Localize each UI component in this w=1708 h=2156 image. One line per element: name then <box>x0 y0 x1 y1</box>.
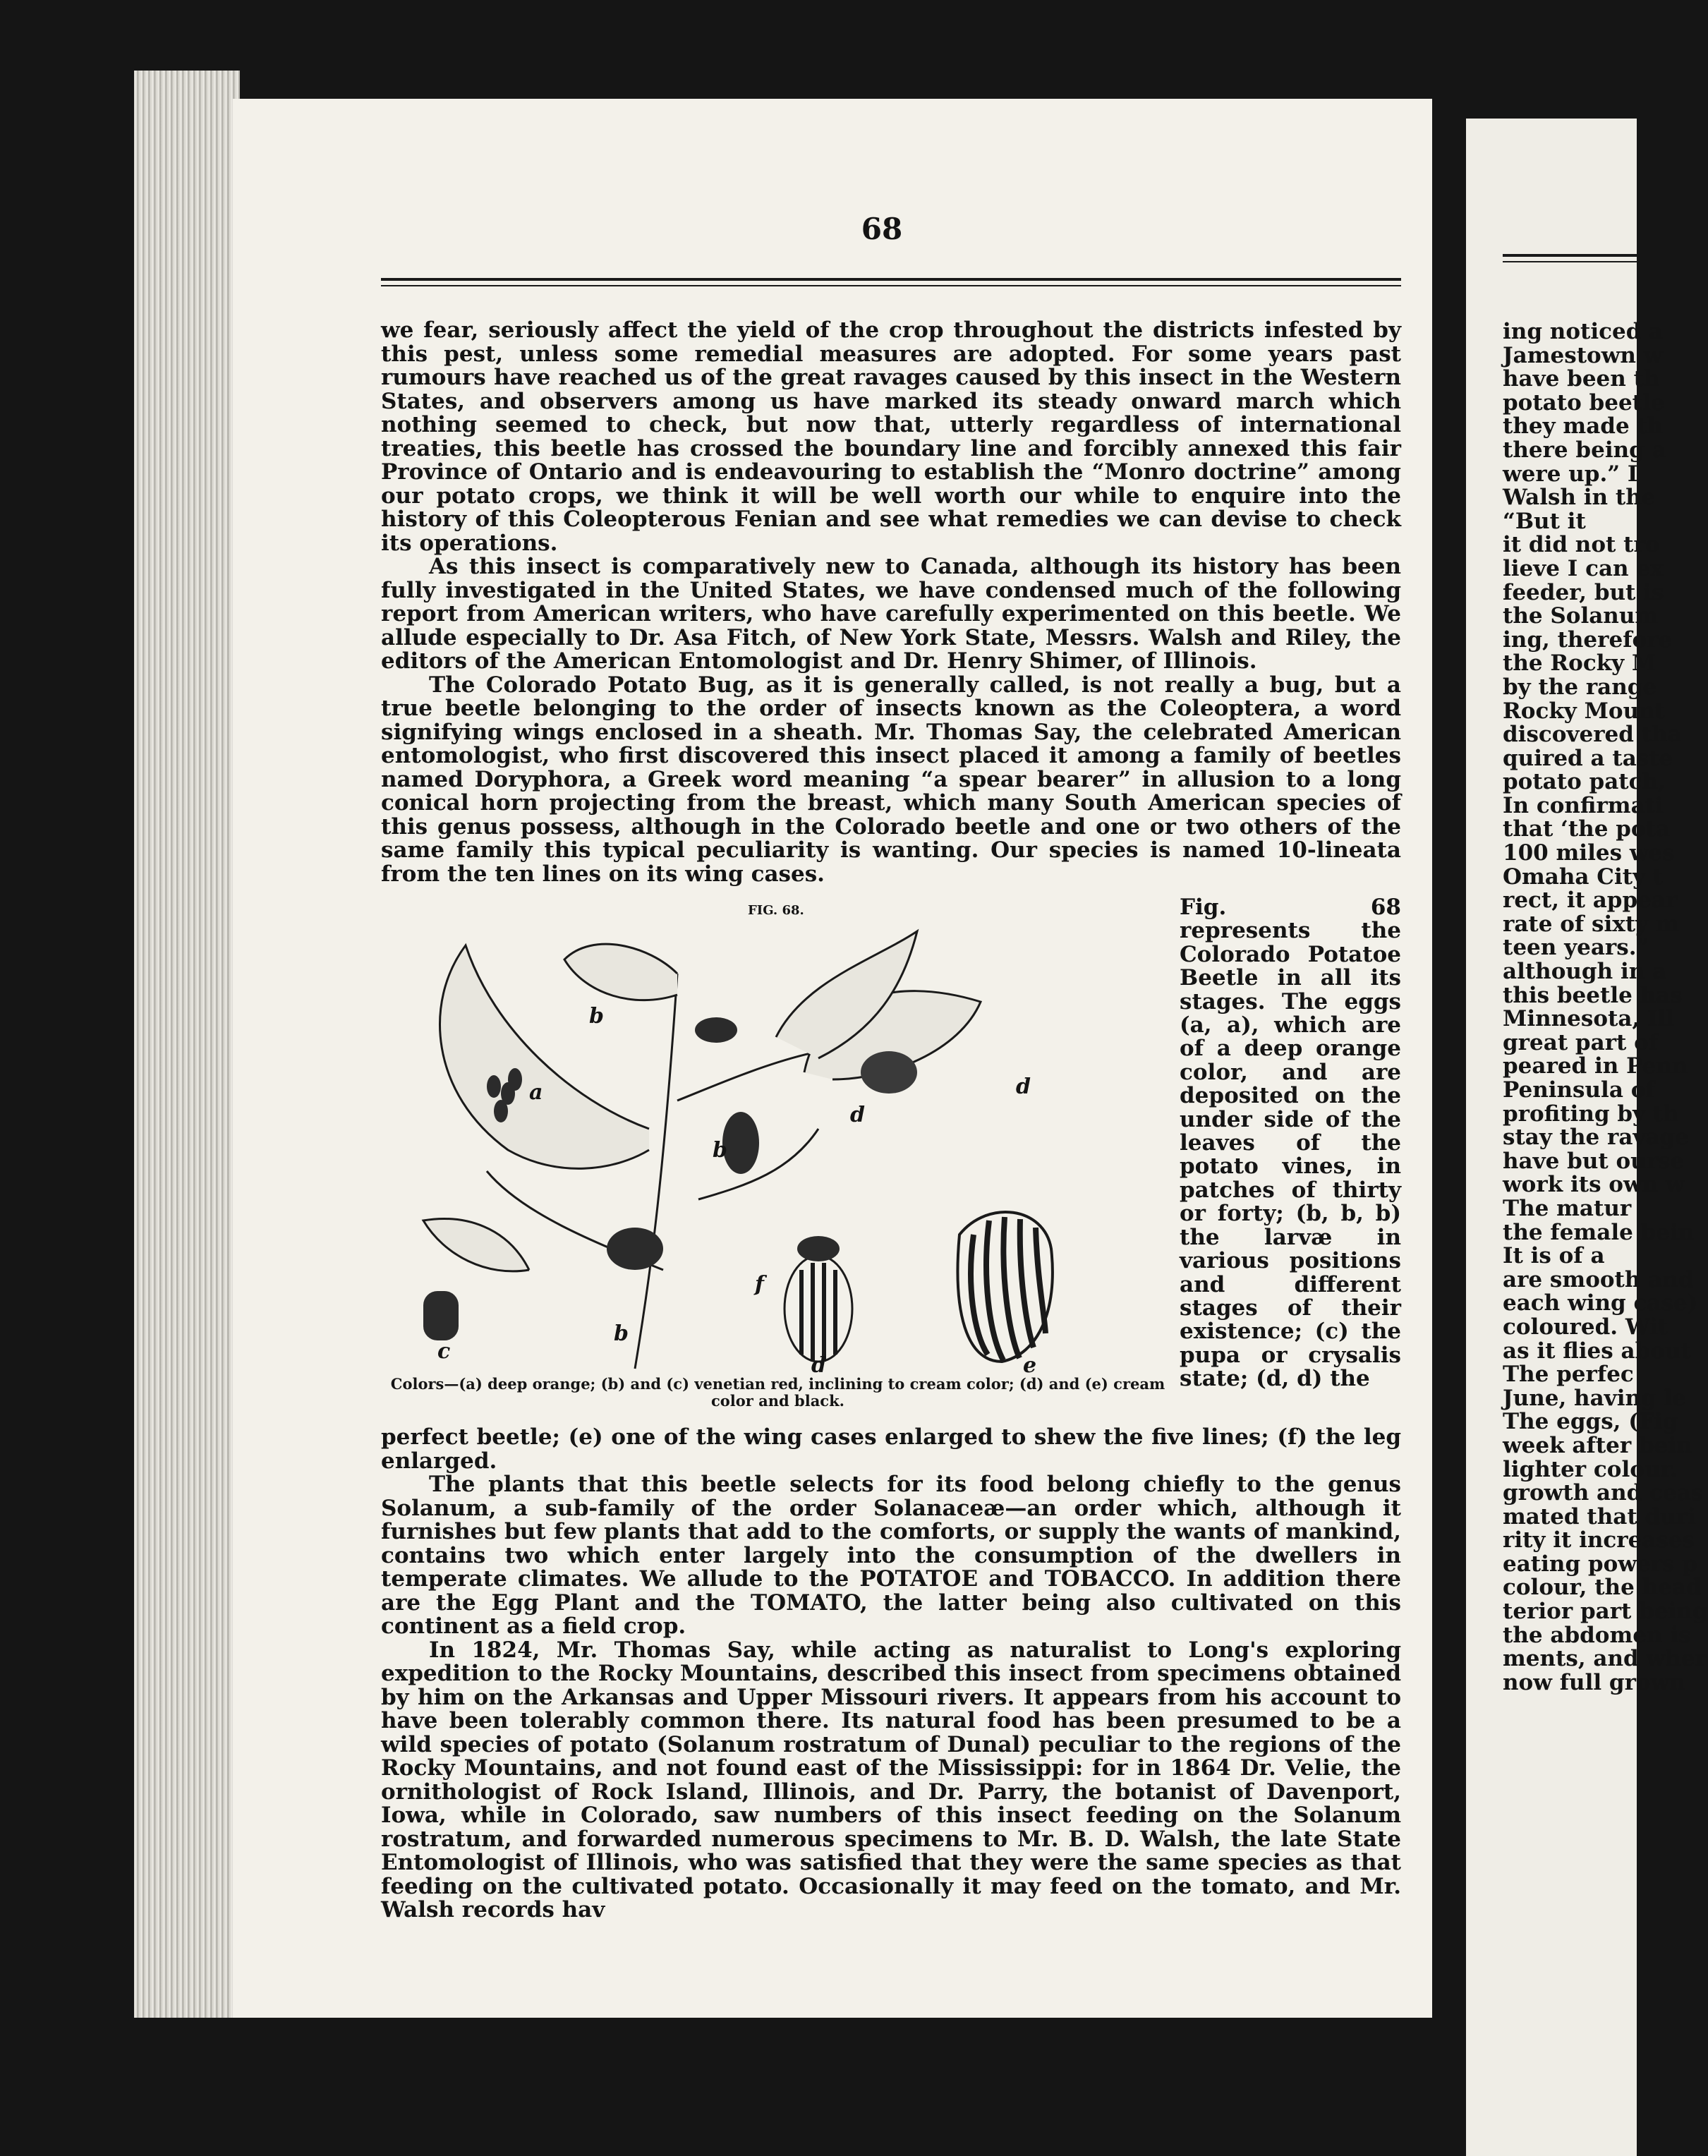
next-page-line: they made th <box>1503 413 1664 440</box>
next-page-line: potato beetle <box>1503 389 1665 416</box>
next-page-line: have been th <box>1503 366 1660 392</box>
next-page-line: mated that duri <box>1503 1503 1696 1530</box>
next-page-line: colour, the head <box>1503 1575 1702 1601</box>
next-page-line: that ‘the pota <box>1503 816 1670 842</box>
next-page-line: stay the ravage <box>1503 1125 1689 1151</box>
next-page-line: Peninsula of <box>1503 1077 1655 1103</box>
next-page-line: “But it <box>1503 508 1586 534</box>
larva <box>722 1112 759 1174</box>
next-page-line: each wing case) <box>1503 1290 1698 1316</box>
beetle-figure-illustration <box>381 917 1175 1378</box>
wing-case-enlarged <box>958 1212 1053 1362</box>
next-page-line: ments, and wher <box>1503 1646 1707 1672</box>
next-page-line: the Rocky M <box>1503 650 1656 677</box>
next-page-line: Jamestown w <box>1503 342 1663 368</box>
next-page-line: The matur <box>1503 1195 1632 1221</box>
next-page-line: 100 miles wes <box>1503 840 1675 866</box>
next-page-line: the Solanum <box>1503 603 1659 629</box>
next-page-line: Rocky Mount <box>1503 698 1665 724</box>
figure-side-text: Fig. 68 represents the Colorado Potatoe Beetle in all its stages. The eggs (a, a), which are of a deep orange color, and are deposited on the under side of the leaves of the potato vines, in patches of thirty or forty; (b, b, b) the larvæ in various positions and different stages of their existence; (c) the pupa or crysalis state; (d, d) the <box>1180 895 1401 1392</box>
figure-letter-f: f <box>755 1272 764 1297</box>
larva <box>695 1017 737 1043</box>
next-page-line: although in a <box>1503 959 1667 985</box>
next-page-line: have but ourse <box>1503 1148 1685 1174</box>
figure-letter-d: d <box>850 1103 865 1127</box>
next-page-line: It is of a <box>1503 1243 1605 1269</box>
next-page-line: discovered tha <box>1503 722 1682 748</box>
egg <box>508 1068 522 1091</box>
next-page-line: lieve I can ex <box>1503 555 1664 581</box>
figure-letter-b: b <box>589 1004 604 1029</box>
figure-letter-b: b <box>713 1138 727 1163</box>
next-page-line: rate of sixty m <box>1503 911 1679 937</box>
next-page-line: potato patch, <box>1503 769 1666 795</box>
figure-caption: Colors—(a) deep orange; (b) and (c) venetian red, inclining to cream color; (d) and (e) cream color and black. <box>390 1375 1165 1410</box>
next-page-text <box>1503 319 1708 1695</box>
next-page-line: by the range <box>1503 674 1657 700</box>
egg <box>487 1075 501 1098</box>
next-page-line: coloured. Wit <box>1503 1314 1668 1340</box>
next-page-line: lighter colour. <box>1503 1456 1678 1482</box>
body-text-bottom <box>381 1426 1401 1922</box>
next-page-line: ing noticed a <box>1503 319 1664 344</box>
next-page-line: Omaha City t <box>1503 864 1664 890</box>
figure-letter-d: d <box>1016 1074 1031 1099</box>
next-page-line: there being a <box>1503 437 1666 463</box>
next-page-rule-thin <box>1503 261 1637 262</box>
next-page-line: it did not tro <box>1503 532 1660 558</box>
next-page-line: were up.” I <box>1503 461 1638 487</box>
figure-letter-d: d <box>811 1353 826 1378</box>
paragraph-1: we fear, seriously affect the yield of the crop throughout the districts infested by this pest, unless some remedial measures are adopted. For some years past rumours have reached us of the great ravages caused by this insect in the Western States, and observers among us have marked its steady onward march which nothing seemed to check, but now that, utterly regardless of international treaties, this beetle has crossed the boundary line and forcibly annexed this fair Province of Ontario and is endeavouring to establish the “Monro doctrine” among our potato crops, we think it will be well worth our while to enquire into the history of this Coleopterous Fenian and see what remedies we can devise to check its operations. <box>381 317 1401 556</box>
perfect-beetle <box>785 1236 852 1362</box>
next-page-line: In confirmati <box>1503 792 1664 818</box>
pupa <box>423 1291 459 1340</box>
paragraph-3: The Colorado Potato Bug, as it is generally called, is not really a bug, but a true beetle belonging to the order of insects known as the Coleoptera, a word signifying wings enclosed in a sheath. Mr. Thomas Say, the celebrated American entomologist, who first discovered this insect placed it among a family of beetles named Doryphora, a Greek word meaning “a spear bearer” in allusion to a long conical horn projecting from the breast, which many South American species of this genus possess, although in the Colorado beetle and one or two others of the same family this typical peculiarity is wanting. Our species is named 10-lineata from the ten lines on its wing cases. <box>381 672 1401 887</box>
figure-letter-b: b <box>614 1321 629 1346</box>
next-page-line: rity it increases <box>1503 1527 1695 1554</box>
next-page-line: rect, it appear <box>1503 888 1678 914</box>
next-page-line: quired a taste <box>1503 745 1673 771</box>
paragraph-6: In 1824, Mr. Thomas Say, while acting as naturalist to Long's exploring expedition to the Rocky Mountains, described this insect from specimens obtained by him on the Arkansas and Upper Missouri rivers. It appears from his account to have been tolerably common there. Its natural food has been presumed to be a wild species of potato (Solanum rostratum of Dunal) peculiar to the regions of the Rocky Mountains, and not found east of the Mississippi: for in 1864 Dr. Velie, the ornithologist of Rock Island, Illinois, and Dr. Parry, the botanist of Davenport, Iowa, while in Colorado, saw numbers of this insect feeding on the Solanum rostratum, and forwarded numerous specimens to Mr. B. D. Walsh, the late State Entomologist of Illinois, who was satisfied that they were the same species as that feeding on the cultivated potato. Occasionally it may feed on the tomato, and Mr. Walsh records hav <box>381 1637 1401 1922</box>
lower-leaf <box>423 1219 529 1271</box>
next-page-line: growth and ceas <box>1503 1480 1704 1506</box>
next-page-line: this beetle has <box>1503 982 1683 1008</box>
page-number: 68 <box>861 212 903 246</box>
egg <box>494 1100 508 1122</box>
next-page-line: work its own w <box>1503 1172 1685 1198</box>
next-page-line: The eggs, (Fig <box>1503 1409 1678 1435</box>
next-page-line: eating powers p <box>1503 1551 1697 1577</box>
paragraph-4: perfect beetle; (e) one of the wing cases enlarged to shew the five lines; (f) the leg enlarged. <box>381 1424 1401 1474</box>
beetle-on-leaf <box>861 1051 917 1094</box>
figure-letter-a: a <box>529 1080 543 1105</box>
next-page-line: peared in Penn <box>1503 1053 1688 1079</box>
header-rule <box>381 278 1401 281</box>
next-page-line: week after bein <box>1503 1432 1692 1458</box>
next-page-line: are smooth and <box>1503 1266 1694 1292</box>
paragraph-2: As this insect is comparatively new to Canada, although its history has been fully investigated in the United States, we have condensed much of the following report from American writers, who have carefully experimented on this beetle. We allude especially to Dr. Asa Fitch, of New York State, Messrs. Walsh and Riley, the editors of the American Entomologist and Dr. Henry Shimer, of Illinois. <box>381 554 1401 674</box>
next-page-line: The perfec <box>1503 1362 1634 1388</box>
body-text-top <box>381 319 1401 886</box>
main-stem <box>635 974 677 1369</box>
next-page-line: now full grown <box>1503 1669 1685 1695</box>
next-page-line: Minnesota, Ill <box>1503 1006 1675 1032</box>
next-page-line: great part of <box>1503 1029 1659 1055</box>
next-page-line: the female bein <box>1503 1219 1695 1245</box>
next-page-line: June, having le <box>1503 1385 1686 1411</box>
next-page-line: teen years.” <box>1503 935 1649 961</box>
next-page-line: profiting by th <box>1503 1101 1679 1127</box>
next-page-rule <box>1503 254 1637 257</box>
top-leaf <box>564 944 677 1000</box>
figure-letter-c: c <box>437 1339 451 1364</box>
paragraph-5: The plants that this beetle selects for its food belong chiefly to the genus Solanum, a sub-family of the order Solanaceæ—an order which, although it furnishes but few plants that add to the comforts, or supply the wants of mankind, contains two which enter largely into the consumption of the dwellers in temperate climates. We allude to the POTATOE and TOBACCO. In addition there are the Egg Plant and the TOMATO, the latter being also cultivated on this continent as a field crop. <box>381 1472 1401 1639</box>
next-page-line: Walsh in the <box>1503 485 1656 511</box>
figure-label: FIG. 68. <box>748 903 804 918</box>
next-page-line: feeder, but is <box>1503 579 1664 605</box>
next-page-line: the abdomen is <box>1503 1622 1691 1648</box>
page-edges <box>134 71 240 2018</box>
header-rule-thin <box>381 285 1401 286</box>
next-page-line: terior part being <box>1503 1599 1708 1625</box>
next-page-line: ing, therefore <box>1503 626 1673 653</box>
larva <box>607 1228 663 1270</box>
next-page-line: as it flies about <box>1503 1338 1691 1364</box>
figure-letter-e: e <box>1023 1353 1037 1378</box>
